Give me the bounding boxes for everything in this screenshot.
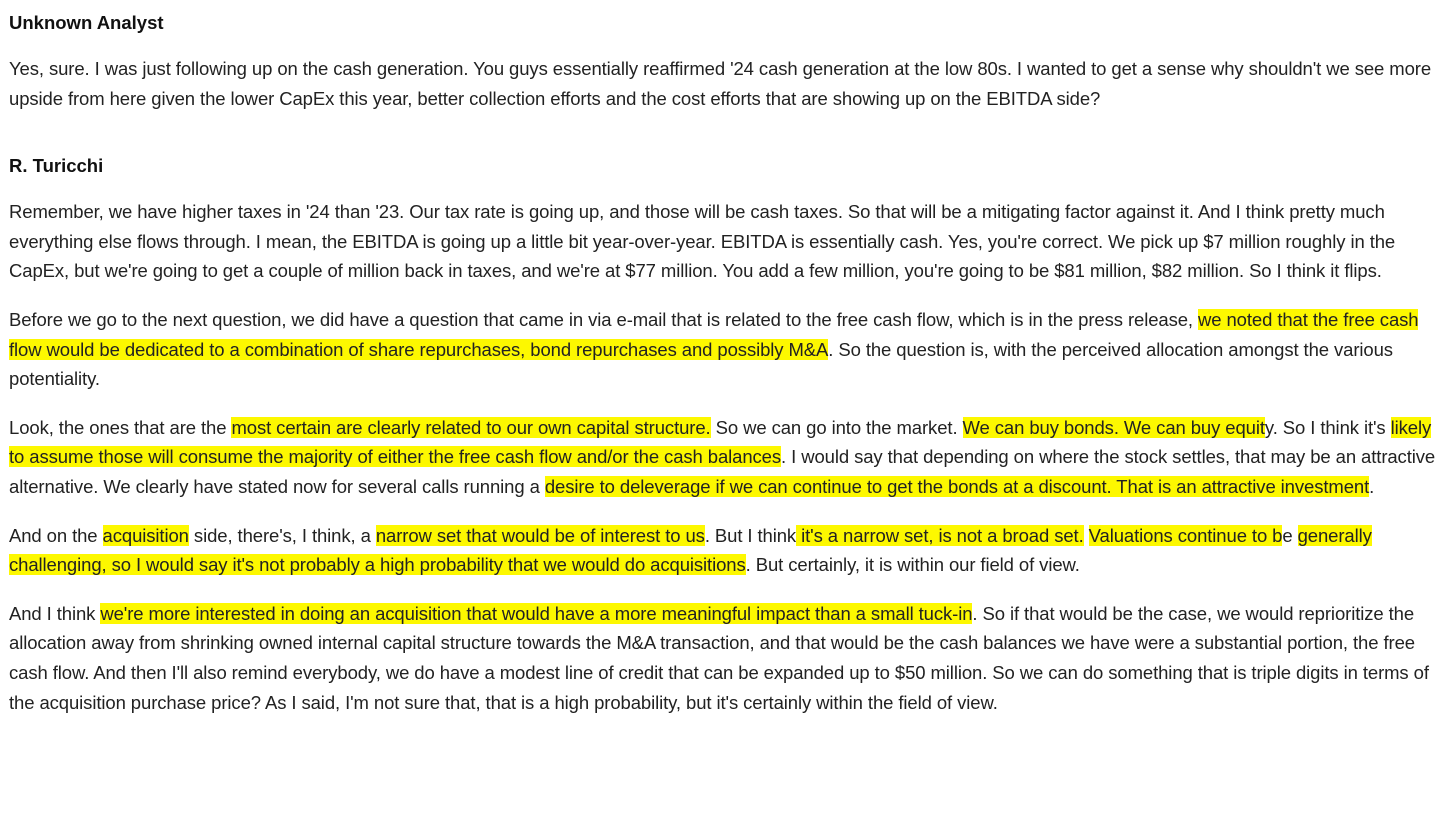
text-segment: .: [1369, 475, 1375, 497]
highlighted-text: likely to assume those will consume the majority of either the free cash flow and/or the cash balances: [9, 416, 1432, 468]
speaker-name: Unknown Analyst: [9, 12, 164, 33]
highlighted-text: generally challenging, so I would say it's not probably a high probability that we would do acquisitions: [9, 524, 1372, 576]
highlighted-text: most certain are clearly related to our own capital structure.: [231, 416, 711, 438]
highlighted-text: desire to deleverage if we can continue to get the bonds at a discount. That is an attractive investment: [544, 475, 1370, 497]
text-segment: . So if that would be the case, we would reprioritize the allocation away from shrinking owned internal capital structure towards the M&A transaction, and that would be the cash balances we have were a substantial portion, the free cash flow. And then I'll also remind everybody, we do have a modest line of credit that can be expanded up to $50 million. So we can do something that is triple digits in terms of the acquisition purchase price? As I said, I'm not sure that, that is a high probability, but it's certainly within the field of view.: [9, 602, 1429, 713]
highlighted-text: acquisition: [102, 524, 189, 546]
text-segment: side, there's, I think, a: [188, 524, 376, 546]
text-segment: . So the question is, with the perceived allocation amongst the various potentiality.: [9, 338, 1393, 390]
highlighted-text: we're more interested in doing an acquisition that would have a more meaningful impact than a small tuck-in: [100, 602, 973, 624]
text-segment: And I think: [9, 602, 101, 624]
text-segment: e: [1282, 524, 1298, 546]
text-segment: So we can go into the market.: [710, 416, 963, 438]
highlighted-text: We can buy bonds. We can buy equit: [962, 416, 1265, 438]
paragraph: [9, 305, 1447, 394]
text-segment: Look, the ones that are the: [9, 416, 232, 438]
text-segment: . I would say that depending on where the stock settles, that may be an attractive alternative. We clearly have stated now for several calls running a: [9, 446, 1436, 497]
paragraph: [9, 599, 1447, 717]
turn-divider: [9, 132, 1447, 153]
text-segment: Before we go to the next question, we did have a question that came in via e-mail that is related to the free cash flow, which is in the press release,: [9, 308, 1198, 330]
speaker-name: R. Turicchi: [9, 155, 104, 177]
text-segment: Yes, sure. I was just following up on the cash generation. You guys essentially reaffirmed '24 cash generation at the low 80s. I wanted to get a sense why shouldn't we see more upside from here given the lower CapEx this year, better collection efforts and the cost efforts that are showing up on the EBITDA side?: [9, 58, 1432, 109]
highlighted-text: Valuations continue to b: [1088, 524, 1283, 546]
paragraph: [9, 197, 1447, 286]
highlighted-text: we noted that the free cash flow would be dedicated to a combination of share repurchases, bond repurchases and possibly M&A: [9, 308, 1419, 360]
paragraph: [9, 413, 1447, 502]
text-segment: y. So I think it's: [1264, 416, 1391, 438]
highlighted-text: it's a narrow set, is not a broad set.: [796, 524, 1084, 546]
highlighted-text: narrow set that would be of interest to us: [375, 524, 705, 546]
text-segment: [1084, 525, 1089, 546]
turn-analyst: [9, 10, 1447, 113]
text-segment: . But I think: [704, 524, 797, 546]
text-segment: Remember, we have higher taxes in '24 than '23. Our tax rate is going up, and those will be cash taxes. So that will be a mitigating factor against it. And I think pretty much everything else flows through. I mean, the EBITDA is going up a little bit year-over-year. EBITDA is essentially cash. Yes, you're correct. We pick up $7 million roughly in the CapEx, but we're going to get a couple of million back in taxes, and we're at $77 million. You add a few million, you're going to be $81 million, $82 million. So I think it flips.: [9, 201, 1396, 282]
turn-turicchi: [9, 153, 1447, 717]
text-segment: And on the: [9, 524, 103, 546]
paragraph: [9, 54, 1447, 113]
paragraph: [9, 521, 1447, 580]
text-segment: . But certainly, it is within our field of view.: [745, 554, 1080, 576]
